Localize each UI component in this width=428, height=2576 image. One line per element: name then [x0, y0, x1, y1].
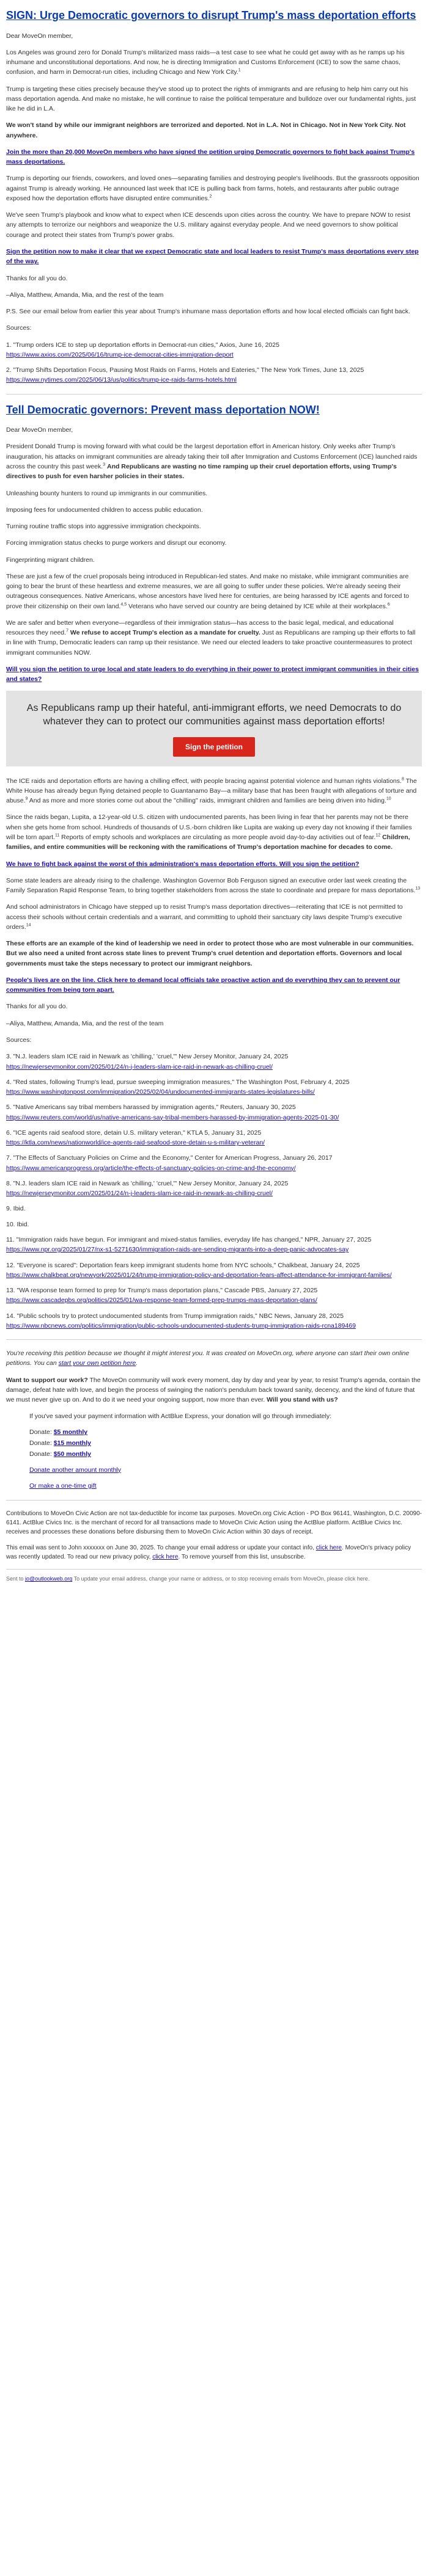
privacy-policy-link[interactable]: click here	[152, 1554, 179, 1561]
donate-other-link[interactable]: Donate another amount monthly	[29, 1466, 122, 1474]
source-link[interactable]: https://www.chalkbeat.org/newyork/2025/01/24/trump-immigration-policy-and-deportation-fears-affect-attendance-for-immigrant-families/	[6, 1271, 392, 1279]
list-item: Forcing immigration status checks to purge workers and disrupt our economy.	[6, 539, 227, 547]
bold-statement: We won't stand by while our immigrant neighbors are terrorized and deported. Not in L.A. Not in Chicago. Not in New York City. Not anywhere.	[6, 122, 406, 139]
source-item: 1. "Trump orders ICE to step up deportation efforts in Democrat-run cities," Axios, June 16, 2025 https://www.axios.com/2025/06/16/trump-ice-democrat-cities-immigration-deport	[6, 341, 279, 358]
source-item: 3. "N.J. leaders slam ICE raid in Newark as 'chilling,' 'cruel,'" New Jersey Monitor, January 24, 2025 https://newjerseymonitor.com/2025/01/24/n-j-leaders-slam-ice-raid-in-newark-as-chilling-cruel/	[6, 1053, 289, 1071]
source-item: 2. "Trump Shifts Deportation Focus, Pausing Most Raids on Farms, Hotels and Eateries," The New York Times, June 13, 2025 https://www.nytimes.com/2025/06/13/us/politics/trump-ice-raids-farms-hotels.html	[6, 366, 364, 384]
source-link[interactable]: https://www.nytimes.com/2025/06/13/us/politics/trump-ice-raids-farms-hotels.html	[6, 376, 237, 384]
paragraph: Los Angeles was ground zero for Donald Trump's militarized mass raids—a test case to see what he could get away with as he ramps up his inhumane and unconstitutional deportations. And now, he is directing Immigration and Customs Enforcement (ICE) to sow the same chaos, confusion, and harm in Democrat-run cities, including Chicago and New York City.$^1$	[6, 48, 405, 76]
donate-block: If you've saved your payment information with ActBlue Express, your donation will go through immediately: Donate: $5 monthly Donate: $15 monthly Donate: $50 monthly Donate another amount monthly Or make a one-time gift	[29, 1411, 422, 1491]
divider	[6, 1500, 422, 1501]
postscript: P.S. See our email below from earlier this year about Trump's inhumane mass deportation efforts and how local elected officials can fight back.	[6, 308, 410, 316]
legal-text: Contributions to MoveOn Civic Action are not tax-deductible for income tax purposes. MoveOn.org Civic Action - PO Box 96141, Washington, D.C. 20090-6141. ActBlue Civics Inc. is the merchant of record for all transactions made to MoveOn Civic Action using the ActBlue platform. ActBlue Civics Inc. receives and processes these donations before disbursing them to MoveOn Civic Action within 30 days of receipt.	[6, 1510, 422, 1536]
bold-statement: These efforts are an example of the kind of leadership we need in order to protect those who are most vulnerable in our communities. But we also need a united front across state lines to prevent Trump's cruel detention and deportation efforts. Governors and local governments must take the steps necessary to protect our immigrant neighbors.	[6, 940, 414, 967]
one-time-gift-link[interactable]: Or make a one-time gift	[29, 1482, 97, 1490]
paragraph: The ICE raids and deportation efforts are having a chilling effect, with people bracing against potential violence and human rights violations.$^8$ The White House has already begun flying detained people to Guantanamo Bay—a military base that has been fraught with allegations of torture and abuse.$^9$ And as more and more stories come out about the "chilling" raids, immigrant children and families are being driven into hiding.$^{10}$	[6, 777, 417, 805]
donate-15-monthly-link[interactable]: $15 monthly	[53, 1439, 91, 1447]
start-petition-link[interactable]: start your own petition here	[58, 1359, 136, 1367]
source-link[interactable]: https://www.reuters.com/world/us/native-americans-say-tribal-members-harassed-by-immigration-agents-2025-01-30/	[6, 1113, 339, 1121]
paragraph: And school administrators in Chicago have stepped up to resist Trump's mass deportation directives—reiterating that ICE is not permitted to access their schools without certain credentials and a warrant, and committing to uphold their sanctuary city laws despite Trump's executive orders.$^{14}$	[6, 903, 403, 931]
petition-link[interactable]: We have to fight back against the worst of this administration's mass deportation efforts. Will you sign the petition?	[6, 860, 360, 868]
sources-list	[6, 340, 422, 385]
paragraph: President Donald Trump is moving forward with what could be the largest deportation effort in American history. Only weeks after Trump's inauguration, his attacks on immigrant communities are already taking their toll after Immigration and Customs Enforcement (ICE) launched raids across the country this past week.$^3$ And Republicans are wasting no time ramping up their cruel deportation efforts, using Trump's directives to push for even harsher policies in their states.	[6, 443, 418, 481]
source-item: 8. "N.J. leaders slam ICE raid in Newark as 'chilling,' 'cruel,'" New Jersey Monitor, January 24, 2025 https://newjerseymonitor.com/2025/01/24/n-j-leaders-slam-ice-raid-in-newark-as-chilling-cruel/	[6, 1179, 289, 1198]
divider	[6, 1339, 422, 1340]
list-item: Fingerprinting migrant children.	[6, 556, 95, 564]
list-item: Imposing fees for undocumented children to access public education.	[6, 506, 203, 514]
source-link[interactable]: https://newjerseymonitor.com/2025/01/24/n-j-leaders-slam-ice-raid-in-newark-as-chilling-cruel/	[6, 1190, 273, 1198]
paragraph: Trump is targeting these cities precisely because they've stood up to protect the rights of immigrants and are refusing to help him carry out his mass deportation agenda. And make no mistake, he will continue to raise the political temperature and bulldoze over our fundamental rights, just like he did in L.A.	[6, 85, 416, 113]
source-item: 5. "Native Americans say tribal members harassed by immigration agents," Reuters, January 30, 2025 https://www.reuters.com/world/us/native-americans-say-tribal-members-harassed-by-immigration-agents-2025-01-30/	[6, 1104, 339, 1121]
source-item: 13. "WA response team formed to prep for Trump's mass deportation plans," Cascade PBS, January 27, 2025 https://www.cascadepbs.org/politics/2025/01/wa-response-team-formed-prep-trumps-mass-deportation-plans/	[6, 1287, 318, 1304]
paragraph: Some state leaders are already rising to the challenge. Washington Governor Bob Ferguson signed an executive order last week creating the Family Separation Rapid Response Team, to bring together stakeholders from across the state to coordinate and prepare for mass deportations.$^{13}$	[6, 876, 421, 895]
callout-text: As Republicans ramp up their hateful, anti-immigrant efforts, we need Democrats to do whatever they can to protect our communities against mass deportation efforts!	[26, 703, 402, 727]
legal-text: This email was sent to John xxxxxxx on June 30, 2025. To change your email address or update your contact info, click here. MoveOn's privacy policy was recently updated. To read our new privacy policy, click here. To remove yourself from this list, unsubscribe.	[6, 1545, 411, 1561]
signoff: –Aliya, Matthew, Amanda, Mia, and the rest of the team	[6, 1019, 164, 1027]
donate-5-monthly-link[interactable]: $5 monthly	[53, 1428, 88, 1436]
source-link[interactable]: https://newjerseymonitor.com/2025/01/24/n-j-leaders-slam-ice-raid-in-newark-as-chilling-cruel/	[6, 1063, 273, 1071]
source-link[interactable]: https://www.npr.org/2025/01/27/nx-s1-5271630/immigration-raids-are-sending-migrants-into-a-deep-panic-advocates-say	[6, 1246, 349, 1254]
paragraph: We've seen Trump's playbook and know what to expect when ICE descends upon cities across the country. We have to prepare NOW to resist any attempts to terrorize our neighbors and weaponize the U.S. military against everyday people. And we need governors to show political courage and protect their states from Trump's power grabs.	[6, 211, 411, 239]
greeting: Dear MoveOn member,	[6, 32, 73, 40]
email2-headline[interactable]: Tell Democratic governors: Prevent mass deportation NOW!	[6, 403, 320, 416]
email-body	[6, 0, 422, 1593]
source-item: 10. Ibid.	[6, 1220, 29, 1228]
source-item: 7. "The Effects of Sanctuary Policies on Crime and the Economy," Center for American Progress, January 26, 2017 https://www.americanprogress.org/article/the-effects-of-sanctuary-policies-on-crime-and-the-economy/	[6, 1154, 333, 1172]
petition-callout	[6, 691, 422, 766]
signoff: –Aliya, Matthew, Amanda, Mia, and the rest of the team	[6, 291, 164, 299]
sign-petition-button[interactable]: Sign the petition	[173, 737, 255, 757]
greeting: Dear MoveOn member,	[6, 426, 73, 434]
source-link[interactable]: https://www.nbcnews.com/politics/immigration/public-schools-undocumented-students-trump-immigration-raids-rcna189469	[6, 1322, 356, 1330]
petition-link[interactable]: People's lives are on the line. Click here to demand local officials take proactive action and do everything they can to prevent our communities from being torn apart.	[6, 976, 400, 994]
donate-50-monthly-link[interactable]: $50 monthly	[53, 1450, 91, 1458]
update-contact-link[interactable]: click here	[315, 1545, 342, 1552]
source-item: 4. "Red states, following Trump's lead, pursue sweeping immigration measures," The Washington Post, February 4, 2025 https://www.washingtonpost.com/immigration/2025/02/04/undocumented-immigrants-states-legislatures-bills/	[6, 1078, 350, 1096]
petition-link[interactable]: Will you sign the petition to urge local and state leaders to do everything in their power to protect immigrant communities in their cities and states?	[6, 665, 419, 683]
list-item: Unleashing bounty hunters to round up immigrants in our communities.	[6, 489, 208, 497]
sources-label: Sources:	[6, 324, 32, 332]
source-link[interactable]: https://ktla.com/news/nationworld/ice-agents-raid-seafood-store-detain-u-s-military-veteran/	[6, 1139, 265, 1147]
petition-link[interactable]: Join the more than 20,000 MoveOn members who have signed the petition urging Democratic governors to fight back against Trump's mass deportations.	[6, 148, 415, 166]
thanks: Thanks for all you do.	[6, 274, 68, 282]
source-link[interactable]: https://www.cascadepbs.org/politics/2025/01/wa-response-team-formed-prep-trumps-mass-deportation-plans/	[6, 1297, 317, 1304]
source-link[interactable]: https://www.axios.com/2025/06/16/trump-ice-democrat-cities-immigration-deport	[6, 351, 234, 358]
paragraph: Trump is deporting our friends, coworkers, and loved ones—separating families and destroying people's livelihoods. But the grassroots opposition against Trump is already working. He announced last week that ICE is pulling back from farms, hotels, and restaurants after public outrage exposed how the deportation efforts have disrupted entire communities.$^2$	[6, 175, 419, 202]
email1-headline[interactable]: SIGN: Urge Democratic governors to disrupt Trump's mass deportation efforts	[6, 9, 416, 21]
thanks: Thanks for all you do.	[6, 1003, 68, 1011]
divider	[6, 394, 422, 395]
support-paragraph: Want to support our work? The MoveOn community will work every moment, day by day and year by year, to resist Trump's agenda, contain the damage, defeat hate with love, and begin the process of swinging the nation's pendulum back toward sanity, decency, and the kind of future that we must never give up on. And to do it we need your ongoing support, now more than ever. Will you stand with us?	[6, 1376, 421, 1404]
paragraph: These are just a few of the cruel proposals being introduced in Republican-led states. And make no mistake, while immigrant communities are going to bear the brunt of these heartless and extreme measures, we are all going to suffer under these policies. We're already seeing their outrageous consequences. Native Americans, whose ancestors have lived here for centuries, are being harassed by ICE agents and forced to prove their citizenship on their own land.$^{4,5}$ Veterans who have served our country are being detained by ICE while at their workplaces.$^6$	[6, 572, 409, 610]
petition-note: You're receiving this petition because we thought it might interest you. It was created on MoveOn.org, where anyone can start their own online petitions. You can start your own petition here.	[6, 1350, 410, 1367]
source-item: 14. "Public schools try to protect undocumented students from Trump immigration raids," NBC News, January 28, 2025 https://www.nbcnews.com/politics/immigration/public-schools-undocumented-students-trump-immigration-raids-rcna189469	[6, 1312, 356, 1330]
sources-label: Sources:	[6, 1036, 32, 1044]
source-item: 11. "Immigration raids have begun. For immigrant and mixed-status families, everyday life has changed," NPR, January 27, 2025 https://www.npr.org/2025/01/27/nx-s1-5271630/immigration-raids-are-sending-migrants-into-a-deep-panic-advocates-say	[6, 1235, 372, 1254]
sources-list	[6, 1052, 422, 1331]
source-link[interactable]: https://www.americanprogress.org/article/the-effects-of-sanctuary-policies-on-crime-and-the-economy/	[6, 1164, 296, 1172]
footer-bar: Sent to jo@outlookweb.org To update your email address, change your name or address, or to stop receiving emails from MoveOn, please click here.	[6, 1569, 422, 1593]
footer-email-link[interactable]: jo@outlookweb.org	[25, 1576, 73, 1582]
petition-link[interactable]: Sign the petition now to make it clear that we expect Democratic state and local leaders to resist Trump's mass deportations every step of the way.	[6, 248, 419, 266]
source-item: 6. "ICE agents raid seafood store, detain U.S. military veteran," KTLA 5, January 31, 2025 https://ktla.com/news/nationworld/ice-agents-raid-seafood-store-detain-u-s-military-veteran/	[6, 1129, 265, 1147]
paragraph: We are safer and better when everyone—regardless of their immigration status—has access to the basic legal, medical, and educational resources they need.$^7$ We refuse to accept Trump's election as a mandate for cruelty. Just as Republicans are ramping up their efforts to fall in line with Trump, Democratic leaders can ramp up their resistance. We need our elected leaders to take proactive countermeasures to protect immigrant communities NOW.	[6, 619, 416, 657]
paragraph: Since the raids began, Lupita, a 12-year-old U.S. citizen with undocumented parents, has been living in fear that her parents may not be there when she gets home from school. Hundreds of thousands of U.S.-born children like Lupita are waking up every day not knowing if their families will be torn apart.$^{11}$ Reports of empty schools and workplaces are circulating as more people avoid day-to-day activities out of fear.$^{12}$ Children, families, and entire communities will be reckoning with the ramifications of Trump's deportation machine for decades to come.	[6, 813, 412, 851]
saved-payment-note: If you've saved your payment information with ActBlue Express, your donation will go through immediately:	[29, 1413, 332, 1421]
source-item: 12. "Everyone is scared": Deportation fears keep immigrant students home from NYC schools," Chalkbeat, January 24, 2025 https://www.chalkbeat.org/newyork/2025/01/24/trump-immigration-policy-and-deportation-fears-affect-attendance-for-immigrant-families/	[6, 1261, 392, 1279]
list-item: Turning routine traffic stops into aggressive immigration checkpoints.	[6, 523, 201, 531]
source-link[interactable]: https://www.washingtonpost.com/immigration/2025/02/04/undocumented-immigrants-states-legislatures-bills/	[6, 1088, 315, 1096]
source-item: 9. Ibid.	[6, 1205, 26, 1213]
